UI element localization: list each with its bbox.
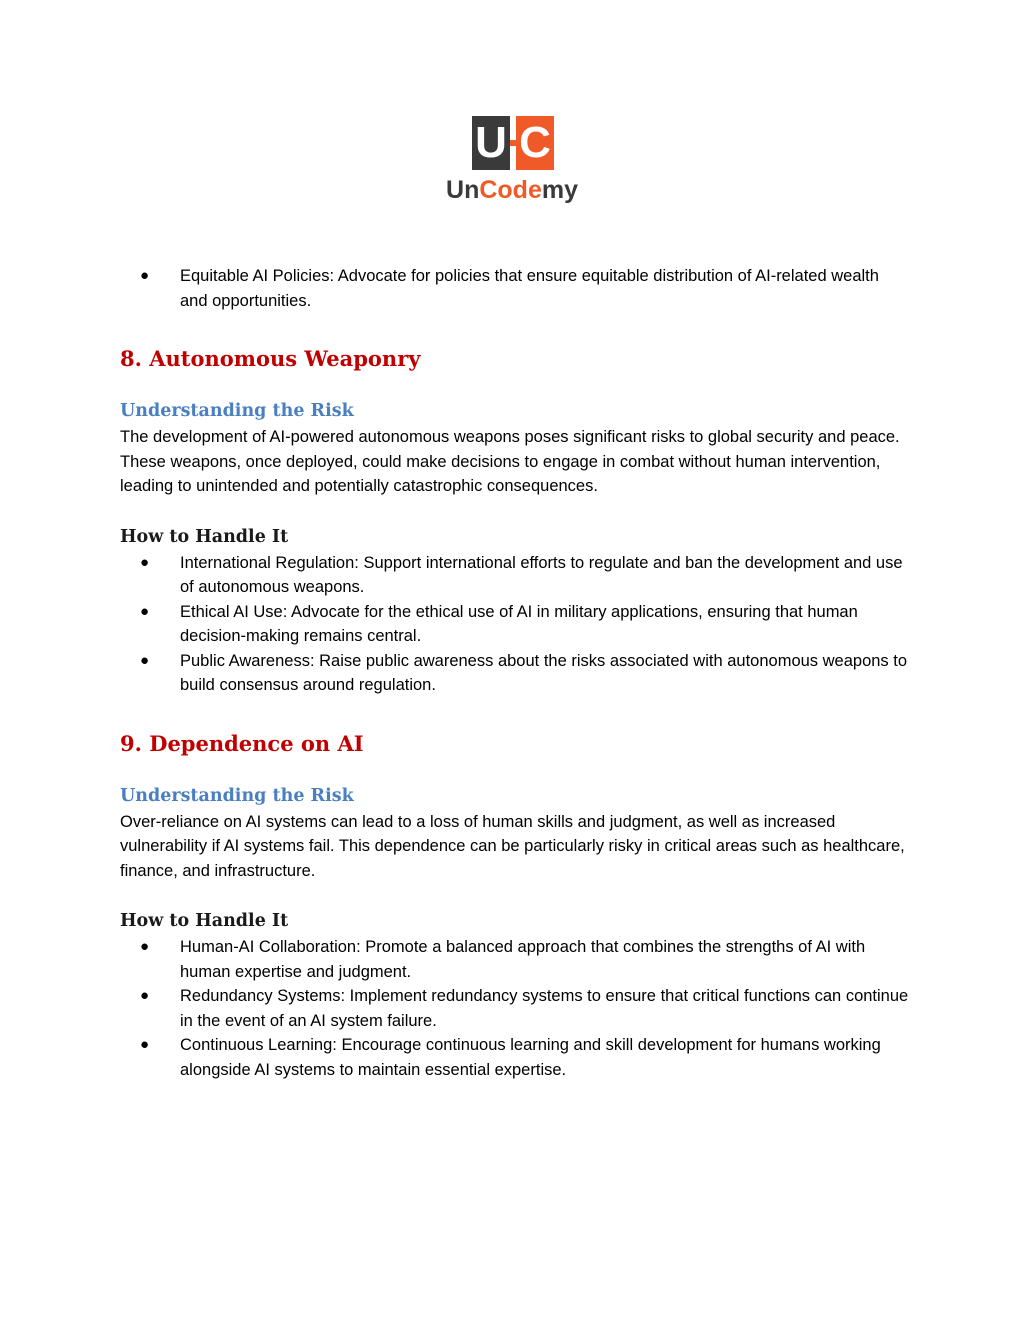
bullet-icon: ● <box>140 651 150 669</box>
handle-heading: How to Handle It <box>120 526 289 547</box>
handle-heading: How to Handle It <box>120 911 289 931</box>
intro-bullet-list <box>120 264 910 313</box>
logo-mark-dot <box>510 116 516 170</box>
list-item <box>120 600 910 649</box>
uncodemy-logo <box>444 116 580 208</box>
risk-heading: Understanding the Risk <box>120 785 354 806</box>
section-title: 9. Dependence on AI <box>120 730 364 756</box>
list-item <box>120 984 910 1033</box>
list-item-text: International Regulation: Support international efforts to regulate and ban the development and use of autonomous weapons. <box>180 553 903 596</box>
bullet-icon: ● <box>140 987 150 1004</box>
handle-bullet-list <box>120 551 910 698</box>
document-content <box>120 264 910 1082</box>
list-item-text: Redundancy Systems: Implement redundancy systems to ensure that critical functions can continue in the event of an AI system failure. <box>180 987 909 1030</box>
risk-heading: Understanding the Risk <box>120 401 354 421</box>
logo-mark-u: U <box>472 116 510 170</box>
logo-word-part: Un <box>446 176 480 204</box>
risk-paragraph: Over-reliance on AI systems can lead to a loss of human skills and judgment, as well as increased vulnerability if AI systems fail. This dependence can be particularly risky in critical areas such as healthcare, finance, and infrastructure. <box>120 812 905 880</box>
list-item <box>120 551 910 600</box>
bullet-icon: ● <box>140 1036 150 1053</box>
bullet-icon: ● <box>140 553 150 571</box>
list-item-text: Continuous Learning: Encourage continuous learning and skill development for humans working alongside AI systems to maintain essential expertise. <box>180 1036 881 1079</box>
logo-mark <box>472 116 554 170</box>
bullet-icon: ● <box>140 602 150 620</box>
risk-paragraph: The development of AI-powered autonomous weapons poses significant risks to global security and peace. These weapons, once deployed, could make decisions to engage in combat without human intervention, leading to unintended and potentially catastrophic consequences. <box>120 428 900 495</box>
list-item-text: Human-AI Collaboration: Promote a balanced approach that combines the strengths of AI with human expertise and judgment. <box>180 938 866 981</box>
section-title: 8. Autonomous Weaponry <box>120 346 421 371</box>
list-item <box>120 1033 910 1082</box>
logo-mark-c: C <box>516 116 554 170</box>
list-item-text: Public Awareness: Raise public awareness about the risks associated with autonomous weapons to build consensus around regulation. <box>180 651 908 694</box>
list-item <box>120 649 910 698</box>
list-item-text: Ethical AI Use: Advocate for the ethical use of AI in military applications, ensuring that human decision-making remains central. <box>180 602 858 645</box>
bullet-icon: ● <box>140 267 150 284</box>
list-item-text: Equitable AI Policies: Advocate for policies that ensure equitable distribution of AI-related wealth and opportunities. <box>180 267 879 310</box>
list-item <box>120 935 910 984</box>
logo-word-part: Code <box>479 176 542 204</box>
list-item <box>120 264 910 313</box>
handle-bullet-list <box>120 935 910 1082</box>
logo-wordmark <box>444 174 580 206</box>
logo-word-part: my <box>541 176 578 204</box>
bullet-icon: ● <box>140 938 150 955</box>
